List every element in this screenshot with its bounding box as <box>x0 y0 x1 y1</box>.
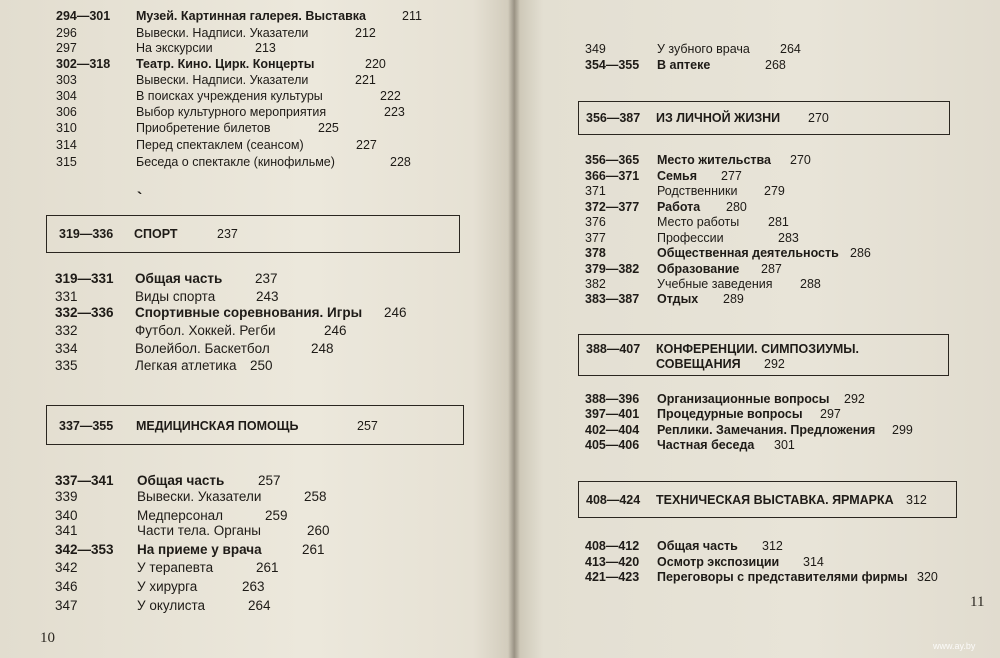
entry-number: 408—412 <box>585 539 640 553</box>
entry-page: 250 <box>250 358 273 373</box>
section-box-tech-exhibition <box>578 481 957 518</box>
entry-number: 297 <box>56 41 77 55</box>
entry-page: 279 <box>764 184 785 198</box>
entry-page: 261 <box>256 560 279 575</box>
entry-page: 287 <box>761 262 782 276</box>
entry-title: Осмотр экспозиции <box>657 555 780 569</box>
entry-title: У хирурга <box>137 579 198 594</box>
section-box-conferences <box>578 334 949 376</box>
entry-page: 299 <box>892 423 913 437</box>
entry-number: 371 <box>585 184 606 198</box>
entry-title: Вывески. Надписи. Указатели <box>136 73 309 87</box>
entry-title: Виды спорта <box>135 289 216 304</box>
entry-title: Волейбол. Баскетбол <box>135 341 270 356</box>
watermark: www.ay.by <box>933 641 976 651</box>
entry-page: 314 <box>803 555 824 569</box>
section-page: 257 <box>357 419 378 433</box>
entry-title: Отдых <box>657 292 699 306</box>
entry-title: Образование <box>657 262 740 276</box>
entry-title: Выбор культурного мероприятия <box>136 105 327 119</box>
entry-number: 341 <box>55 523 78 538</box>
entry-title: Работа <box>657 200 701 214</box>
entry-page: 237 <box>255 271 278 286</box>
entry-page: 263 <box>242 579 265 594</box>
entry-page: 222 <box>380 89 401 103</box>
entry-title: Общественная деятельность <box>657 246 839 260</box>
entry-page: 280 <box>726 200 747 214</box>
entry-number: 377 <box>585 231 606 245</box>
entry-page: 225 <box>318 121 339 135</box>
entry-number: 332 <box>55 323 78 338</box>
entry-page: 268 <box>765 58 786 72</box>
entry-number: 421—423 <box>585 570 640 584</box>
entry-page: 220 <box>365 57 386 71</box>
section-number: 388—407 <box>586 342 641 356</box>
section-box-personal-life <box>578 101 950 135</box>
entry-number: 296 <box>56 26 77 40</box>
entry-number: 354—355 <box>585 58 640 72</box>
entry-page: 264 <box>248 598 271 613</box>
entry-number: 315 <box>56 155 77 169</box>
entry-number: 319—331 <box>55 271 114 286</box>
entry-title: В аптеке <box>657 58 711 72</box>
entry-title: Профессии <box>657 231 724 245</box>
entry-number: 302—318 <box>56 57 111 71</box>
section-page: 292 <box>764 357 785 371</box>
entry-number: 379—382 <box>585 262 640 276</box>
entry-page: 212 <box>355 26 376 40</box>
entry-title: Спортивные соревнования. Игры <box>135 305 363 320</box>
entry-page: 286 <box>850 246 871 260</box>
entry-title: Легкая атлетика <box>135 358 237 373</box>
entry-number: 340 <box>55 508 78 523</box>
section-number: 408—424 <box>586 493 641 507</box>
entry-title: На экскурсии <box>136 41 213 55</box>
entry-page: 246 <box>384 305 407 320</box>
entry-title: Футбол. Хоккей. Регби <box>135 323 276 338</box>
entry-title: В поисках учреждения культуры <box>136 89 323 103</box>
entry-title: Части тела. Органы <box>137 523 262 538</box>
stray-mark: ` <box>137 190 143 207</box>
entry-title: Место работы <box>657 215 740 229</box>
section-title-line1: КОНФЕРЕНЦИИ. СИМПОЗИУМЫ. <box>656 342 859 356</box>
entry-number: 339 <box>55 489 78 504</box>
entry-title: Переговоры с представителями фирмы <box>657 570 908 584</box>
entry-page: 320 <box>917 570 938 584</box>
entry-title: Частная беседа <box>657 438 755 452</box>
entry-page: 301 <box>774 438 795 452</box>
entry-page: 288 <box>800 277 821 291</box>
entry-title: Театр. Кино. Цирк. Концерты <box>136 57 315 71</box>
entry-number: 306 <box>56 105 77 119</box>
entry-title: Общая часть <box>657 539 738 553</box>
entry-number: 413—420 <box>585 555 640 569</box>
entry-page: 277 <box>721 169 742 183</box>
entry-page: 223 <box>384 105 405 119</box>
entry-number: 310 <box>56 121 77 135</box>
entry-page: 221 <box>355 73 376 87</box>
entry-number: 332—336 <box>55 305 114 320</box>
entry-title: Организационные вопросы <box>657 392 830 406</box>
entry-number: 342—353 <box>55 542 114 557</box>
section-number: 319—336 <box>59 227 114 241</box>
entry-title: Перед спектаклем (сеансом) <box>136 138 304 152</box>
entry-title: Приобретение билетов <box>136 121 271 135</box>
entry-number: 349 <box>585 42 606 56</box>
section-page: 312 <box>906 493 927 507</box>
entry-page: 213 <box>255 41 276 55</box>
section-title: ИЗ ЛИЧНОЙ ЖИЗНИ <box>656 111 781 125</box>
entry-title: Общая часть <box>135 271 223 286</box>
entry-page: 259 <box>265 508 288 523</box>
entry-number: 347 <box>55 598 78 613</box>
section-page: 270 <box>808 111 829 125</box>
entry-number: 335 <box>55 358 78 373</box>
section-box-medical <box>46 405 464 445</box>
entry-number: 402—404 <box>585 423 640 437</box>
entry-page: 264 <box>780 42 801 56</box>
book-gutter <box>508 0 520 658</box>
entry-number: 382 <box>585 277 606 291</box>
entry-page: 246 <box>324 323 347 338</box>
entry-number: 378 <box>585 246 606 260</box>
entry-page: 257 <box>258 473 281 488</box>
entry-number: 337—341 <box>55 473 114 488</box>
entry-page: 289 <box>723 292 744 306</box>
entry-number: 294—301 <box>56 9 111 23</box>
entry-number: 314 <box>56 138 77 152</box>
entry-number: 304 <box>56 89 77 103</box>
entry-number: 383—387 <box>585 292 640 306</box>
entry-page: 283 <box>778 231 799 245</box>
entry-title: Медперсонал <box>137 508 224 523</box>
entry-page: 243 <box>256 289 279 304</box>
entry-number: 405—406 <box>585 438 640 452</box>
entry-number: 372—377 <box>585 200 640 214</box>
entry-page: 281 <box>768 215 789 229</box>
entry-page: 297 <box>820 407 841 421</box>
entry-number: 303 <box>56 73 77 87</box>
entry-title: Родственники <box>657 184 738 198</box>
entry-title: Реплики. Замечания. Предложения <box>657 423 876 437</box>
entry-number: 376 <box>585 215 606 229</box>
entry-page: 248 <box>311 341 334 356</box>
entry-number: 346 <box>55 579 78 594</box>
entry-title: Музей. Картинная галерея. Выставка <box>136 9 366 23</box>
entry-page: 211 <box>402 9 422 23</box>
section-title: ТЕХНИЧЕСКАЯ ВЫСТАВКА. ЯРМАРКА <box>656 493 894 507</box>
entry-number: 397—401 <box>585 407 640 421</box>
entry-number: 334 <box>55 341 78 356</box>
entry-title: Общая часть <box>137 473 225 488</box>
section-title-line2: СОВЕЩАНИЯ <box>656 357 741 371</box>
section-number: 337—355 <box>59 419 114 433</box>
section-title: МЕДИЦИНСКАЯ ПОМОЩЬ <box>136 419 299 433</box>
left-folio: 10 <box>40 630 55 646</box>
entry-title: На приеме у врача <box>137 542 262 557</box>
entry-page: 312 <box>762 539 783 553</box>
entry-number: 356—365 <box>585 153 640 167</box>
entry-number: 331 <box>55 289 78 304</box>
entry-title: Беседа о спектакле (кинофильме) <box>136 155 335 169</box>
entry-title: У зубного врача <box>657 42 750 56</box>
entry-title: Семья <box>657 169 698 183</box>
entry-number: 388—396 <box>585 392 640 406</box>
entry-page: 260 <box>307 523 330 538</box>
entry-title: Процедурные вопросы <box>657 407 803 421</box>
entry-title: Учебные заведения <box>657 277 773 291</box>
right-folio: 11 <box>970 594 985 610</box>
entry-page: 228 <box>390 155 411 169</box>
section-number: 356—387 <box>586 111 641 125</box>
entry-title: Вывески. Указатели <box>137 489 262 504</box>
entry-number: 342 <box>55 560 78 575</box>
entry-title: У окулиста <box>137 598 206 613</box>
entry-number: 366—371 <box>585 169 640 183</box>
section-title: СПОРТ <box>134 227 178 241</box>
entry-title: Вывески. Надписи. Указатели <box>136 26 309 40</box>
section-box-sport <box>46 215 460 253</box>
entry-page: 258 <box>304 489 327 504</box>
entry-page: 292 <box>844 392 865 406</box>
entry-title: У терапевта <box>137 560 214 575</box>
entry-title: Место жительства <box>657 153 772 167</box>
entry-page: 270 <box>790 153 811 167</box>
entry-page: 261 <box>302 542 325 557</box>
section-page: 237 <box>217 227 238 241</box>
entry-page: 227 <box>356 138 377 152</box>
